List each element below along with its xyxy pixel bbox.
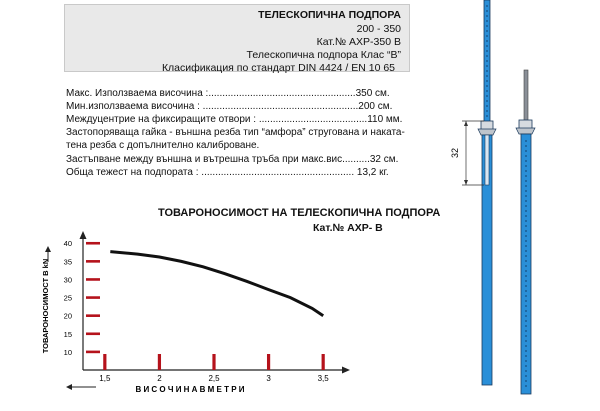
x-tick-label: 2 [157,374,162,383]
left-inner-overlap [485,135,489,185]
x-axis-arrow [342,367,350,374]
standard-classification: Класификация по стандарт DIN 4424 / EN 10 65 [161,62,395,74]
y-tick-label: 40 [63,239,72,249]
y-tick-marker [86,242,100,245]
spec-overlap: Застъпване между външна и вътрешна тръба при макс.вис..........32 см. [66,154,399,165]
y-tick-marker [86,314,100,317]
spec-max-height: Макс. Използваема височина :.....................................................350 см. [66,88,390,99]
y-axis-label: ТОВАРОНОСИМОСТ В kN [41,258,50,354]
y-tick-label: 20 [63,311,72,321]
y-tick-marker [86,351,100,354]
x-tick-marker [103,354,106,370]
right-inner-tube [524,70,528,122]
y-tick-label: 15 [63,329,72,339]
spec-locking-nut: Застопоряваща гайка - външна резба тип “амфора” стругована и наката- [66,127,405,138]
prop-drawing [450,0,535,394]
y-tick-label: 30 [63,275,72,285]
catalog-number: Кат.№ АХР-350 В [316,36,401,48]
spec-hole-spacing: Междуцентрие на фиксиращите отвори : .......................................110 мм. [66,114,403,125]
spec-weight: Обща тежест на подпората : ....................................................... 13,2 кг. [66,167,389,178]
dim-arrow-top [464,121,468,126]
y-tick-label: 25 [63,293,72,303]
y-tick-marker [86,260,100,263]
y-tick-marker [86,332,100,335]
chart-subtitle: Кат.№ АХР- В [313,222,383,234]
y-tick-marker [86,296,100,299]
left-nut-flange [478,129,496,135]
product-class: Телескопична подпора Клас “В” [246,49,401,61]
capacity-curve [110,252,323,316]
dimension-label: 32 [450,147,460,159]
x-tick-marker [322,354,325,370]
x-tick-label: 2,5 [208,374,220,383]
y-tick-label: 35 [63,257,72,267]
left-inner-tube-top [484,0,490,128]
product-title: ТЕЛЕСКОПИЧНА ПОДПОРА [258,9,401,21]
y-tick-label: 10 [63,347,72,357]
right-nut-flange [516,128,535,134]
y-axis-arrow [80,231,87,239]
x-tick-label: 3,5 [317,374,329,383]
x-tick-label: 1,5 [99,374,111,383]
x-label-arrow [66,384,72,390]
x-axis-label: В И С О Ч И Н А В М Е Т Р И [135,385,245,394]
height-range: 200 - 350 [356,23,401,35]
y-tick-marker [86,278,100,281]
x-tick-marker [212,354,215,370]
dim-arrow-bottom [464,180,468,185]
spec-min-height: Мин.използваема височина : ........................................................200 см. [66,101,393,112]
chart-title: ТОВАРОНОСИМОСТ НА ТЕЛЕСКОПИЧНА ПОДПОРА [158,207,441,219]
spec-locking-nut-cont: тена резба с допълнително калиброване. [66,140,260,151]
x-tick-marker [158,354,161,370]
capacity-chart [41,231,350,394]
x-tick-label: 3 [266,374,271,383]
x-tick-marker [267,354,270,370]
